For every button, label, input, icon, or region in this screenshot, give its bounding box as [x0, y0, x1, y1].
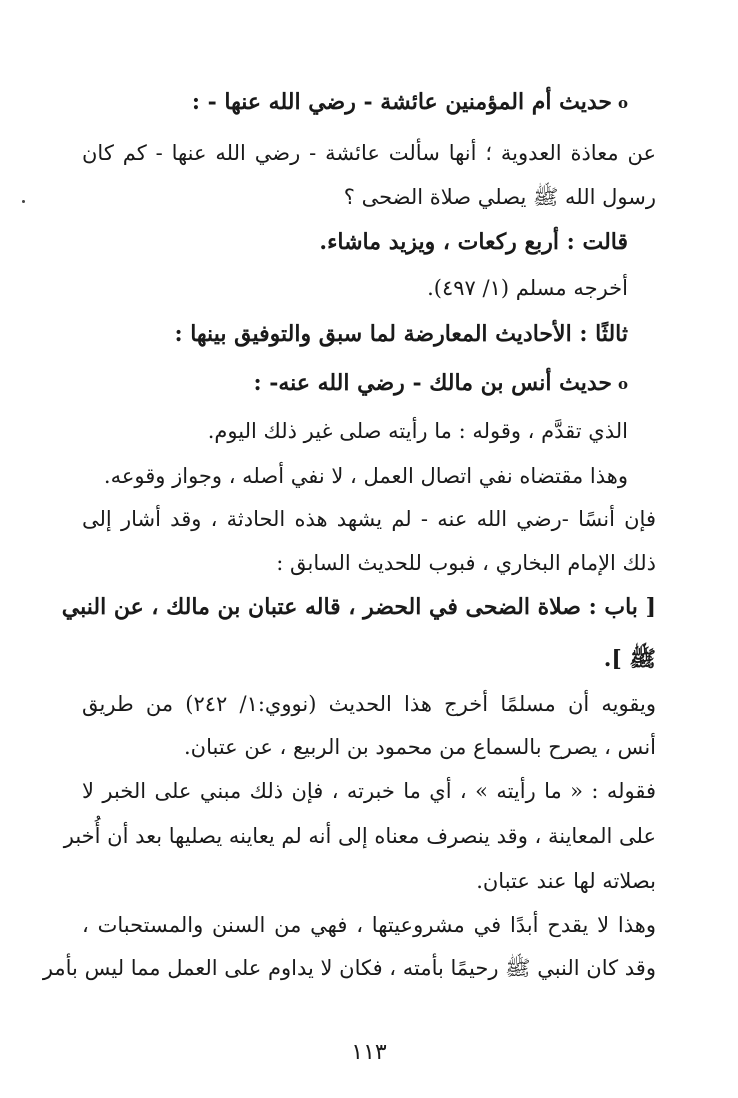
body-line: عن معاذة العدوية ؛ أنها سألت عائشة - رضي الله عنها - كم كان: [82, 141, 656, 165]
body-line: بصلاته لها عند عتبان.: [476, 869, 656, 893]
heading-text: حديث أم المؤمنين عائشة - رضي الله عنها - :: [191, 89, 612, 115]
body-line: ويقويه أن مسلمًا أخرج هذا الحديث (نووي:١/ ٢٤٢) من طريق: [82, 692, 656, 716]
body-line: ذلك الإمام البخاري ، فبوب للحديث السابق :: [276, 551, 656, 575]
bab-quote-line: ﷺ ].: [603, 646, 656, 672]
bullet-icon: o: [617, 94, 628, 112]
body-line: فإن أنسًا -رضي الله عنه - لم يشهد هذه الحادثة ، وقد أشار إلى: [82, 507, 656, 531]
citation-line: أخرجه مسلم (١/ ٤٩٧).: [427, 276, 628, 300]
bab-quote-line: [ باب : صلاة الضحى في الحضر ، قاله عتبان بن مالك ، عن النبي: [61, 594, 656, 620]
heading-anas-hadith: [253, 369, 628, 398]
body-line: أنس ، يصرح بالسماع من محمود بن الربيع ، عن عتبان.: [183, 735, 656, 759]
section-heading: ثالثًا : الأحاديث المعارضة لما سبق والتوفيق بينها :: [174, 321, 628, 347]
body-line: وهذا لا يقدح أبدًا في مشروعيتها ، فهي من السنن والمستحبات ،: [82, 913, 656, 937]
body-line: وهذا مقتضاه نفي اتصال العمل ، لا نفي أصله ، وجواز وقوعه.: [103, 464, 628, 488]
page-number: ١١٣: [351, 1040, 387, 1065]
body-line: على المعاينة ، وقد ينصرف معناه إلى أنه لم يعاينه يصليها بعد أن أُخبر: [63, 824, 656, 848]
bullet-icon: o: [617, 375, 628, 393]
heading-text: حديث أنس بن مالك - رضي الله عنه- :: [253, 370, 612, 396]
body-line: الذي تقدَّم ، وقوله : ما رأيته صلى غير ذلك اليوم.: [207, 419, 628, 443]
heading-aisha-hadith: [192, 88, 628, 117]
quote-line: قالت : أربع ركعات ، ويزيد ماشاء.: [319, 229, 628, 255]
body-line: رسول الله ﷺ يصلي صلاة الضحى ؟: [343, 185, 656, 209]
margin-speck: [22, 200, 25, 203]
body-line: فقوله : « ما رأيته » ، أي ما خبرته ، فإن ذلك مبني على الخبر لا: [82, 779, 656, 803]
body-line: وقد كان النبي ﷺ رحيمًا بأمته ، فكان لا يداوم على العمل مما ليس بأمر: [42, 956, 656, 980]
